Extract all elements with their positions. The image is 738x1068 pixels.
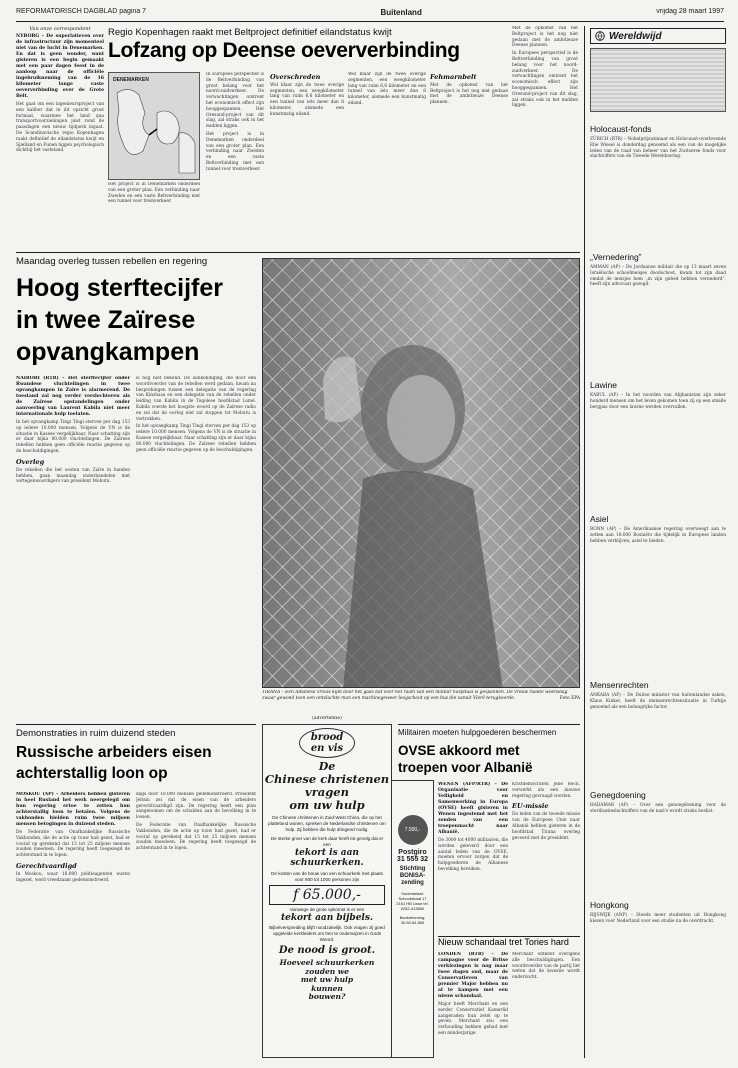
ad-giro-number: 31 555 32 <box>396 856 429 863</box>
world-map <box>590 48 726 112</box>
albania-body: De 3000 tot 4000 militairen, die worden geleverd door een aantal leden van de OVSE, moeten ervoor zorgen dat de hulpgoederen de Albanese bevolking bereiken. <box>438 838 508 872</box>
wereldwijd-header <box>590 28 726 118</box>
ad-closing-line: zouden we <box>304 966 350 976</box>
lofzang-headline: Lofzang op Deense oeververbinding <box>108 40 460 62</box>
zaire-headline <box>16 272 256 370</box>
ad-shortage: tekort is aan schuurkerken. <box>290 848 364 868</box>
section-title: Buitenland <box>380 8 422 17</box>
sidebar-divider <box>584 26 585 1058</box>
albania-kicker: Militairen moeten hulpgoederen beschermen <box>398 728 557 737</box>
wereldwijd-item <box>590 252 726 380</box>
brood-en-vis-logo <box>299 728 355 758</box>
tories-col2-text: Merchant ontkent overigens alle beschuldigingen. Een woordvoerder van de partij liet weten dat de kwestie wordt onderzocht. <box>512 952 580 981</box>
ad-label: (advertentie) <box>312 716 342 721</box>
wereldwijd-item <box>590 380 726 514</box>
wereldwijd-item <box>590 514 726 680</box>
albania-lead: WENEN (AFP/RTR) – De Organisatie voor Veiligheid en Samenwerking in Europa (OVSE) heeft gisteren in Wenen ingestemd met het zenden van een troepenmacht naar Albanië. <box>438 782 508 835</box>
zaire-headline-line: in twee Zaïrese <box>16 306 196 334</box>
albania-column-1 <box>438 782 508 932</box>
newspaper-name: REFORMATORISCH DAGBLAD pagina 7 <box>16 8 147 15</box>
lofzang-body-3b: Het project is in Denemarken onderdeel van een groter plan. Een verbinding naar Zweden en een vaste Beltverbinding met een tunnel voor treinverkeer. <box>108 182 200 205</box>
wereldwijd-item-text: AMMAN (AP) – De Jordaanse militair die op 13 maart zeven Israëlische schoolmeisjes doodschoot, kwam tot zijn daad omdat de meisjes hem „in zijn gebed hebben vernederd”, heeft zijn advocaat gezegd. <box>590 265 726 288</box>
zaire-body: In het opvangkamp Tingi Tingi sterven per dag 153 op iedere 10.000 mensen. Volgens de VN is de situatie in Kasese vergelijkbaar. Naar schatting zijn er daar bijna 80.000 vluchtelingen. De Zaïrese rebellen hebben geen officiële reactie gegeven op de beschuldigingen. <box>16 420 130 454</box>
wereldwijd-item-title: Lawine <box>590 380 617 390</box>
lofzang-left-column <box>16 26 104 248</box>
zaire-headline-line: Hoog sterftecijfer <box>16 274 223 302</box>
lofzang-body-5: Met de opkomst van het Beltproject is het nog niet gedaan met de ambitieuze Deense plannen. <box>430 82 508 106</box>
wereldwijd-item-title: „Vernedering” <box>590 252 642 262</box>
lofzang-kicker: Regio Kopenhagen raakt met Beltproject definitief eilandstatus kwijt <box>108 27 392 38</box>
correspondent-byline: Van onze correspondent <box>29 26 91 32</box>
zaire-subhead: Overleg <box>16 457 45 466</box>
ad-postgiro-label: Postgiro <box>398 849 427 856</box>
wereldwijd-logo <box>590 28 726 44</box>
albania-headline-line: OVSE akkoord met <box>398 743 520 758</box>
russia-column-2 <box>136 792 256 1058</box>
lofzang-column-4 <box>348 72 426 248</box>
wereldwijd-item-title: Hongkong <box>590 900 629 910</box>
albania-subhead: EU-missie <box>512 802 549 811</box>
lofzang-body-1: Het gaat om een ingenieursproject van een kaliber dat in dit opzicht groot formaat, waarmee het land qua transportvoorzieningen juist rond de paasdagen een nieuw tijdperk ingaat. De Scandinavische regio Kopenhagen raakt definitief de eilandstatus kwijt en Sjælland en Funen liggen psychologisch dichtbij het vasteland. <box>16 102 104 154</box>
ad-closing-line: kunnen <box>311 983 343 993</box>
zaire-col2-text: is nog niet bekend. De aankondiging, die door een woordvoerder van de rebellen werd gedaan, kwam na besprekingen tussen een delegatie van de regering van Kinshasa en een delegatie van de rebellen onder leiding van Kabila in de Togolese hoofdstad Lomé. Kabila voerde het hoogste woord op de Zaïrese radio en zei dat de oorlog niet zal stoppen tot Mobutu is vertrokken. <box>136 376 256 422</box>
page-header <box>16 8 724 22</box>
russia-subhead: Gerechtvaardigd <box>16 861 77 870</box>
russia-column-1 <box>16 792 130 1058</box>
wereldwijd-item-text: ZÜRICH (RTR) – Nobelprijswinnaar en Holocaust-overlevende Elie Wiesel is donderdag genoemd als een van de mogelijke leden van de raad van beheer van het Zwitserse fonds voor slachtoffers van de Tweede Wereldoorlog. <box>590 137 726 160</box>
logo-line-2: en vis <box>310 743 344 754</box>
ad-closing <box>263 959 391 1002</box>
section-rule <box>16 252 580 253</box>
ad-address: Secretariaat: Schoutstraat 17 2161 HB Lisse tel. 0252-413850 <box>396 891 429 911</box>
ad-closing-line: bouwen? <box>308 992 346 1001</box>
section-rule <box>16 724 256 725</box>
lofzang-body-2: In Europees perspectief is de Beltverbinding van groot belang voor het noord-zuidverkeer. De verwachtingen omtrent het economisch effect zijn hooggespannen. Het Oresund-project van dit slag, zal straks ook in het midden liggen. <box>206 72 264 130</box>
ad-intro: De Chinese christenen in Zuid-West China, die op het platteland wonen, spreken de Nederlandse christenen om hulp. Zij hebben die hulp dringend nodig. <box>268 815 386 832</box>
lofzang-column-3 <box>270 72 344 248</box>
russia-col2-text: dags door 10.000 mensen gedemonstreerd. President Jeltsin zei dat de eisen van de arbeiders gerechtvaardigd zijn. De regering heeft een plan aangenomen om de schulden aan de bevolking in te lossen. <box>136 792 256 821</box>
lofzang-column-6 <box>512 26 578 248</box>
map-label: DENEMARKEN <box>113 77 149 83</box>
wereldwijd-item <box>590 790 726 900</box>
zaire-col2-text-b: In het opvangkamp Tingi Tingi sterven per dag 153 op iedere 10.000 mensen. Volgens de VN is de situatie in Kasese vergelijkbaar. Naar schatting zijn er daar bijna 80.000 vluchtelingen. De Zaïrese rebellen hebben geen officiële reactie gegeven op de beschuldigingen. <box>136 424 256 453</box>
tories-body: Major heeft Merchant en een eerder Conservatief Kamerlid aangeraden hun zetel op te geven. Merchant zou een verhouding hebben gehad met een minderjarige. <box>438 1002 508 1036</box>
lofzang-subhead-1: Overschreden <box>270 73 321 81</box>
albania-column-2 <box>512 782 580 932</box>
lofzang-body-2b: In Europees perspectief is de Beltverbinding van groot belang voor het noord-zuidverkeer. De verwachtingen omtrent het economisch effect zijn hooggespannen. Het Oresund-project van dit slag, zal straks ook in het midden liggen. <box>512 51 578 109</box>
section-rule <box>398 724 580 725</box>
ad-need2: De nood is groot. <box>278 945 376 956</box>
wereldwijd-item-title: Asiel <box>590 514 609 524</box>
russia-col2-text-b: De Federatie van Onafhankelijke Russische Vakbonden, die de actie op touw had gezet, had er vooraf op gerekend dat 15 tot 25 miljoen mensen zouden meedoen. De regering heeft toegezegd de achterstand in te lopen. <box>136 822 256 852</box>
wereldwijd-item-text: ANKARA (AP) – De Duitse minister van buitenlandse zaken, Klaus Kinkel, heeft de mensenrechtensituatie in Turkije genoemd als een belangrijke factor. <box>590 693 726 710</box>
albania-body-2: De leden van de tweede missie van de Europese Unie naar Albanië hebben gisteren in de hoofdstad Tirana overleg gevoerd met de president. <box>512 812 580 841</box>
photo-credit: Foto EPA <box>559 695 580 701</box>
wereldwijd-item <box>590 680 726 790</box>
russia-body: De Federatie van Onafhankelijke Russische Vakbonden, die de actie op touw had gezet, had er vooraf op gerekend dat 15 tot 25 miljoen mensen zouden meedoen. De regering heeft toegezegd de achterstand in te lopen. <box>16 830 130 859</box>
albania-headline-line: troepen voor Albanië <box>398 760 533 775</box>
wereldwijd-item-text: HADAMAR (AP) – Over een genoegdoening voor de sterilisatieslachtoffers van de nazi's wordt straks beslist. <box>590 803 726 814</box>
ad-closing-line: Hoeveel schuurkerken <box>279 958 375 967</box>
tories-column-2 <box>512 952 580 1058</box>
ad-bible-shortage: tekort aan bijbels. <box>280 913 374 923</box>
ad-need: De sterke groei van de kerk daar heeft tot gevolg dat er een <box>270 836 384 847</box>
ad-sidebar <box>392 780 434 1058</box>
zaire-kicker: Maandag overleg tussen rebellen en regering <box>16 256 208 267</box>
ad-organisation: Stichting BONISA-zending <box>399 866 426 886</box>
wereldwijd-item-text: RIJSWIJK (ANP) – Steeds meer studenten uit Hongkong kiezen voor Nederland voor een studie na de overdracht. <box>590 913 726 924</box>
tories-headline: Nieuw schandaal tret Tories hard <box>438 936 580 948</box>
ad-headline-line: Chinese christenen <box>264 772 390 786</box>
russia-body-2: In Moskou, waar 16.000 politieagenten waren ingezet, werd vreedzaam gedemonstreerd. <box>16 871 130 883</box>
tirana-photo <box>262 258 580 688</box>
russia-headline-line: Russische arbeiders eisen <box>16 744 212 761</box>
wereldwijd-item-title: Mensenrechten <box>590 680 649 690</box>
wereldwijd-item-text: BONN (AP) – De Amerikaanse regering overweegt aan te zetten aan 18.000 Bosniërs die tijdelijk in Europese landen hebben verblijven, asiel te bieden. <box>590 527 726 544</box>
russia-lead: MOSKOU (AP) – Arbeiders hebben gisteren in heel Rusland het werk neergelegd om hun regering ertoe te zetten hun achterstallig loon te betalen. Volgens de vakbonden hielden ruim twee miljoen mensen betogingen in duizend steden. <box>16 792 130 827</box>
lofzang-lead: NYBORG – De superlatieven over de infrastructuur zijn momenteel niet van de lucht in Denemarken. En dat is geen wonder, want gisteren is een begin gemaakt met een paar dagen feest in de aanloop naar de officiële ingebruikneming van de 16 kilometer lange vaste oeververbinding over de Grote Belt. <box>16 34 104 99</box>
wereldwijd-item-title: Holocaust-fonds <box>590 124 652 134</box>
lofzang-body-4b: Wel klaar zijn de twee overige segmenten, een weegkilometer lang van ruim 6,6 kilometer en een tunnel van iets meer dan 8 kilometer, alsmede een kunstmatig eiland. <box>348 72 426 106</box>
ad-bank: Bankrekening: 30.80.64.869 <box>399 915 426 925</box>
lofzang-body-4: Wel klaar zijn de twee overige segmenten, een weegkilometer lang van ruim 6,6 kilometer en een tunnel van iets meer dan 8 kilometer, alsmede een kunstmatig eiland. <box>270 82 344 117</box>
issue-date: vrijdag 28 maart 1997 <box>656 8 724 15</box>
russia-headline <box>16 742 256 786</box>
ad-closing-line: met uw hulp <box>300 975 354 984</box>
lofzang-column-1b <box>108 182 200 248</box>
lofzang-subhead-2: Fehmarnbelt <box>430 73 477 81</box>
logo-line-1: brood <box>310 732 344 743</box>
advertisement <box>262 716 392 1058</box>
lofzang-body-3: Het project is in Denemarken onderdeel van een groter plan. Een verbinding naar Zweden en een vaste Beltverbinding met een tunnel voor treinverkeer. <box>206 131 264 172</box>
tories-lead: LONDEN (RTR) – De campagne voor de Britse verkiezingen is nog maar twee dagen oud, maar de Conservatieven van premier Major hebben nu al te kampen met een nieuw schandaal. <box>438 952 508 999</box>
russia-headline-line: achterstallig loon op <box>16 765 168 782</box>
zaire-column-1 <box>16 376 130 720</box>
zaire-lead: NAIROBI (RTR) – Het sterftecijfer onder Rwandese vluchtelingen in twee opvangkampen in Zaïre is alarmerend. De toestand zal nog verder verslechteren als de Zaïrese opstandelingen onder aanvoering van Laurent Kabila niet meer internationale hulp toelaten. <box>16 376 130 417</box>
wereldwijd-list <box>590 124 726 1058</box>
zaire-headline-line: opvangkampen <box>16 338 200 366</box>
ad-box <box>262 724 392 1058</box>
wereldwijd-item-text: KABUL (AP) – In het noorden van Afghanistan zijn zeker honderd mensen om het leven gekomen toen zij op een smalle bergpas door een lawine werden overvallen. <box>590 393 726 410</box>
photo-caption-text: TIRANA – Een Albanese vrouw kijkt door het gaas dat voor het raam van een militair hospitaal is gespannen. De vrouw raakte woensdag zwaar gewond toen een ontvluchte man een machinegeweer leegschoot op een bus die vanuit Vlorë terugkeerde. <box>262 690 568 701</box>
ad-bibles: Bijbelverspreiding blijft noodzakelijk. Ook vragen zij goed opgeleide kerkleiders om hen te onderwijzen in Gods Woord. <box>269 925 385 942</box>
wereldwijd-item <box>590 124 726 252</box>
ad-badge: 7.500,- <box>398 815 428 845</box>
ad-headline-line: om uw hulp <box>289 798 365 812</box>
albania-headline <box>398 742 580 778</box>
ad-price: f 65.000,- <box>269 885 385 905</box>
lofzang-body-5b: Met de opkomst van het Beltproject is het nog niet gedaan met de ambitieuze Deense plannen. <box>512 26 578 49</box>
denmark-map <box>108 72 200 180</box>
photo-figure <box>263 259 580 688</box>
ad-headline-top: De <box>318 760 336 773</box>
albania-col2-text: Kristdemocraten Jebe Rech, verwerkt als een nieuwe regering gevraagd worden. <box>512 782 580 799</box>
zaire-column-2 <box>136 376 256 720</box>
ad-cost: De kosten van de bouw van een schuurkerk met plaats voor 800 tot 1000 personen zijn <box>271 871 383 882</box>
wereldwijd-item <box>590 900 726 1040</box>
ad-headline <box>263 773 391 812</box>
lofzang-column-2 <box>206 72 264 248</box>
zaire-body-2: De rebellen die het oosten van Zaïre in handen hebben, gaan maandag onderhandelen met vertegenwoordigers van president Mobutu. <box>16 467 130 485</box>
ad-headline-line: vragen <box>305 785 349 799</box>
tories-column-1 <box>438 952 508 1058</box>
globe-icon <box>595 31 605 41</box>
russia-kicker: Demonstraties in ruim duizend steden <box>16 728 176 739</box>
lofzang-column-5 <box>430 72 508 248</box>
wereldwijd-title: Wereldwijd <box>609 30 662 42</box>
wereldwijd-item-title: Genegdoening <box>590 790 646 800</box>
map-outline <box>109 73 199 179</box>
ad-giro-line: Vanwege de grote opkomst is er een <box>289 907 365 912</box>
